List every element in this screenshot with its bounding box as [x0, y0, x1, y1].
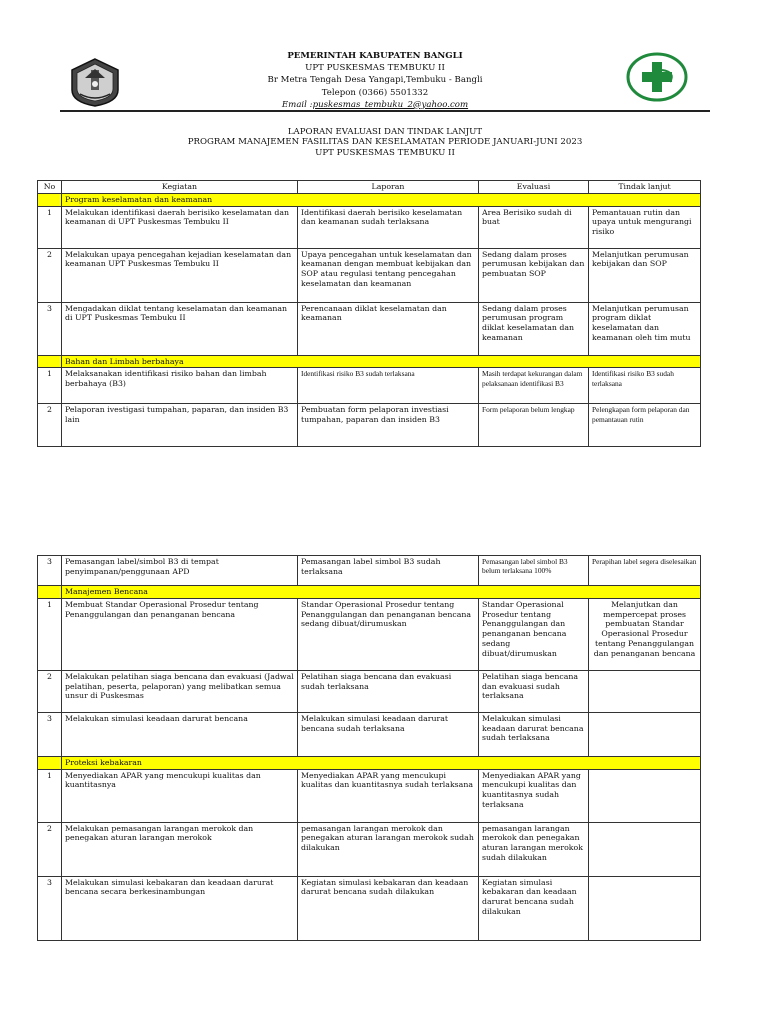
row-number: 1: [38, 206, 62, 248]
report-table-part-1: [37, 180, 701, 447]
tindak-lanjut-cell: [589, 670, 701, 712]
tindak-lanjut-cell: Melanjutkan perumusan program diklat keselamatan dan keamanan oleh tim mutu: [589, 302, 701, 355]
evaluasi-cell: Sedang dalam proses perumusan kebijakan dan pembuatan SOP: [479, 248, 589, 302]
table-row: [38, 822, 701, 876]
row-number: 2: [38, 822, 62, 876]
letterhead-text: [210, 50, 540, 111]
row-number: 3: [38, 302, 62, 355]
table-row: [38, 404, 701, 447]
report-table-part-2: [37, 555, 701, 941]
report-title-line-3: UPT PUSKESMAS TEMBUKU II: [315, 147, 455, 158]
report-title-line-1: LAPORAN EVALUASI DAN TINDAK LANJUT: [287, 127, 483, 137]
laporan-cell: Pembuatan form pelaporan investiasi tumpahan, paparan dan insiden B3: [298, 404, 479, 447]
table-row: [38, 248, 701, 302]
kegiatan-cell: Mengadakan diklat tentang keselamatan dan keamanan di UPT Puskesmas Tembuku II: [62, 302, 298, 355]
laporan-cell: Kegiatan simulasi kebakaran dan keadaan darurat bencana sudah dilakukan: [298, 876, 479, 940]
section-title: Program keselamatan dan keamanan: [62, 193, 701, 206]
laporan-cell: Menyediakan APAR yang mencukupi kualitas dan kuantitasnya sudah terlaksana: [298, 769, 479, 822]
address: Br Metra Tengah Desa Yangapi,Tembuku - Bangli: [267, 75, 483, 86]
kegiatan-cell: Melaksanakan identifikasi risiko bahan dan limbah berbahaya (B3): [62, 368, 298, 404]
tindak-lanjut-cell: Pelengkapan form pelaporan dan pemantauan rutin: [589, 404, 701, 447]
column-header-no: No: [38, 181, 62, 194]
laporan-cell: Upaya pencegahan untuk keselamatan dan keamanan dengan membuat kebijakan dan SOP atau regulasi tentang pencegahan keselamatan dan keamanan: [298, 248, 479, 302]
row-number: 2: [38, 670, 62, 712]
table-row: [38, 670, 701, 712]
table-row: [38, 302, 701, 355]
column-header-tindak-lanjut: Tindak lanjut: [589, 181, 701, 194]
letterhead-divider: [60, 110, 710, 112]
kegiatan-cell: Melakukan identifikasi daerah berisiko keselamatan dan keamanan di UPT Puskesmas Tembuku II: [62, 206, 298, 248]
laporan-cell: pemasangan larangan merokok dan penegakan aturan larangan merokok sudah dilakukan: [298, 822, 479, 876]
regency-emblem-icon: [66, 56, 124, 108]
table-row: [38, 206, 701, 248]
evaluasi-cell: Standar Operasional Prosedur tentang Penanggulangan dan penanganan bencana sedang dibuat/dirumuskan: [479, 598, 589, 670]
puskesmas-logo-icon: [626, 52, 688, 102]
tindak-lanjut-cell: Identifikasi risiko B3 sudah terlaksana: [589, 368, 701, 404]
evaluasi-cell: Menyediakan APAR yang mencukupi kualitas dan kuantitasnya sudah terlaksana: [479, 769, 589, 822]
unit-name: UPT PUSKESMAS TEMBUKU II: [305, 63, 445, 74]
evaluasi-cell: pemasangan larangan merokok dan penegakan aturan larangan merokok sudah dilakukan: [479, 822, 589, 876]
row-number: 1: [38, 769, 62, 822]
table-row: [38, 712, 701, 756]
evaluasi-cell: Sedang dalam proses perumusan program diklat keselamatan dan keamanan: [479, 302, 589, 355]
kegiatan-cell: Membuat Standar Operasional Prosedur tentang Penanggulangan dan penanganan bencana: [62, 598, 298, 670]
email-link[interactable]: puskesmas_tembuku_2@yahoo.com: [312, 99, 469, 110]
report-title-line-2: PROGRAM MANAJEMEN FASILITAS DAN KESELAMATAN PERIODE JANUARI-JUNI 2023: [187, 137, 583, 148]
row-number: 3: [38, 712, 62, 756]
column-header-kegiatan: Kegiatan: [62, 181, 298, 194]
report-title: [100, 127, 670, 158]
evaluasi-cell: Pemasangan label simbol B3 belum terlaksana 100%: [479, 556, 589, 586]
section-row: [38, 756, 701, 769]
tindak-lanjut-cell: [589, 822, 701, 876]
evaluasi-cell: Melakukan simulasi keadaan darurat bencana sudah terlaksana: [479, 712, 589, 756]
section-row: [38, 193, 701, 206]
tindak-lanjut-cell: [589, 769, 701, 822]
table-row: [38, 769, 701, 822]
kegiatan-cell: Pelaporan ivestigasi tumpahan, paparan, dan insiden B3 lain: [62, 404, 298, 447]
laporan-cell: Pelatihan siaga bencana dan evakuasi sudah terlaksana: [298, 670, 479, 712]
row-number: 3: [38, 876, 62, 940]
kegiatan-cell: Melakukan upaya pencegahan kejadian keselamatan dan keamanan UPT Puskesmas Tembuku II: [62, 248, 298, 302]
tindak-lanjut-cell: Pemantauan rutin dan upaya untuk mengurangi risiko: [589, 206, 701, 248]
table-row: [38, 598, 701, 670]
laporan-cell: Identifikasi risiko B3 sudah terlaksana: [298, 368, 479, 404]
kegiatan-cell: Melakukan simulasi keadaan darurat bencana: [62, 712, 298, 756]
tindak-lanjut-cell: [589, 876, 701, 940]
kegiatan-cell: Melakukan simulasi kebakaran dan keadaan darurat bencana secara berkesinambungan: [62, 876, 298, 940]
section-row: [38, 586, 701, 599]
table-header-row: [38, 181, 701, 194]
tindak-lanjut-cell: [589, 712, 701, 756]
row-number: 1: [38, 598, 62, 670]
evaluasi-cell: Masih terdapat kekurangan dalam pelaksanaan identifikasi B3: [479, 368, 589, 404]
evaluasi-cell: Area Berisiko sudah di buat: [479, 206, 589, 248]
section-title: Proteksi kebakaran: [62, 756, 701, 769]
phone: Telepon (0366) 5501332: [321, 87, 429, 98]
kegiatan-cell: Melakukan pemasangan larangan merokok dan penegakan aturan larangan merokok: [62, 822, 298, 876]
row-number: 1: [38, 368, 62, 404]
laporan-cell: Melakukan simulasi keadaan darurat bencana sudah terlaksana: [298, 712, 479, 756]
table-row: [38, 556, 701, 586]
letterhead: [60, 50, 710, 110]
row-number: 2: [38, 248, 62, 302]
section-title: Manajemen Bencana: [62, 586, 701, 599]
kegiatan-cell: Menyediakan APAR yang mencukupi kualitas dan kuantitasnya: [62, 769, 298, 822]
table-row: [38, 368, 701, 404]
row-number: 3: [38, 556, 62, 586]
laporan-cell: Standar Operasional Prosedur tentang Penanggulangan dan penanganan bencana sedang dibuat/dirumuskan: [298, 598, 479, 670]
laporan-cell: Identifikasi daerah berisiko keselamatan dan keamanan sudah terlaksana: [298, 206, 479, 248]
section-title: Bahan dan Limbah berbahaya: [62, 355, 701, 368]
section-row: [38, 355, 701, 368]
evaluasi-cell: Kegiatan simulasi kebakaran dan keadaan darurat bencana sudah dilakukan: [479, 876, 589, 940]
column-header-laporan: Laporan: [298, 181, 479, 194]
email-label: Email :: [281, 99, 313, 110]
tindak-lanjut-cell: Melanjutkan dan mempercepat proses pembuatan Standar Operasional Prosedur tentang Penanggulangan dan penanganan bencana: [589, 598, 701, 670]
laporan-cell: Perencanaan diklat keselamatan dan keamanan: [298, 302, 479, 355]
evaluasi-cell: Pelatihan siaga bencana dan evakuasi sudah terlaksana: [479, 670, 589, 712]
tindak-lanjut-cell: Melanjutkan perumusan kebijakan dan SOP: [589, 248, 701, 302]
government-name: PEMERINTAH KABUPATEN BANGLI: [287, 51, 463, 61]
tindak-lanjut-cell: Perapihan label segera diselesaikan: [589, 556, 701, 586]
row-number: 2: [38, 404, 62, 447]
table-row: [38, 876, 701, 940]
kegiatan-cell: Pemasangan label/simbol B3 di tempat penyimpanan/penggunaan APD: [62, 556, 298, 586]
evaluasi-cell: Form pelaporan belum lengkap: [479, 404, 589, 447]
kegiatan-cell: Melakukan pelatihan siaga bencana dan evakuasi (Jadwal pelatihan, peserta, pelaporan) yang melibatkan semua unsur di Puskesmas: [62, 670, 298, 712]
laporan-cell: Pemasangan label simbol B3 sudah terlaksana: [298, 556, 479, 586]
column-header-evaluasi: Evaluasi: [479, 181, 589, 194]
